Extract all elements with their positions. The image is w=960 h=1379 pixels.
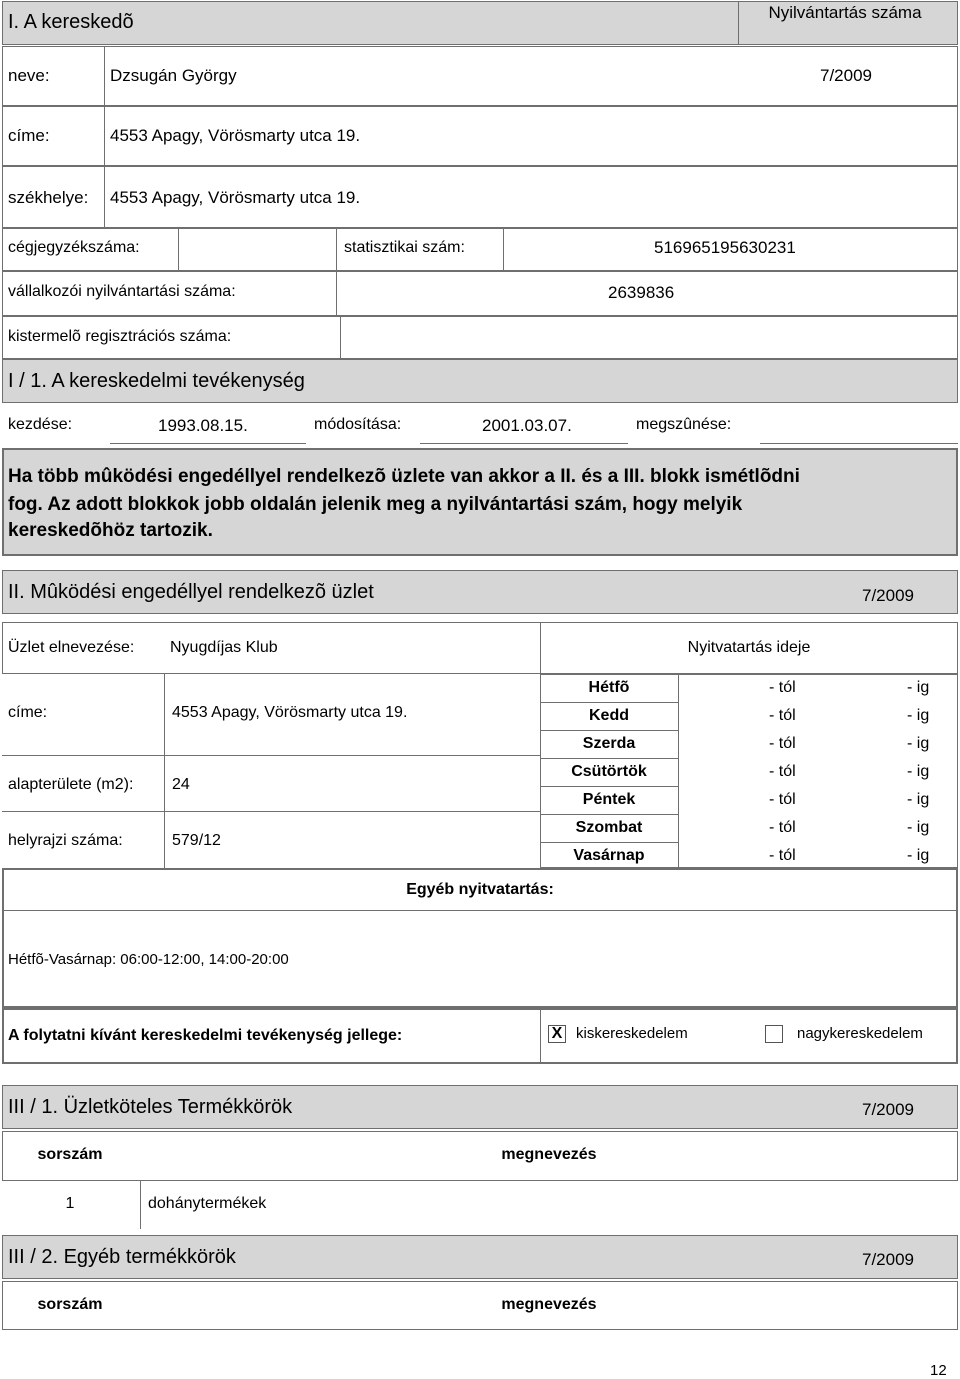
- note-line-2: fog. Az adott blokkok jobb oldalán jelenik meg a nyilvántartási szám, hogy melyik: [8, 494, 743, 515]
- retail-checkbox[interactable]: X: [548, 1025, 566, 1043]
- day-from: - tól: [769, 847, 796, 864]
- lot-label: helyrajzi száma:: [8, 832, 123, 849]
- entrepreneur-value: 2639836: [608, 283, 675, 302]
- section-3-1-reg-number: 7/2009: [862, 1100, 914, 1119]
- shop-name-label: Üzlet elnevezése:: [8, 639, 135, 656]
- seat-label: székhelye:: [8, 188, 89, 207]
- section-1-1-title: I / 1. A kereskedelmi tevékenység: [8, 370, 305, 392]
- product-name: dohánytermékek: [148, 1195, 267, 1212]
- stat-value: 516965195630231: [654, 238, 796, 257]
- address-label: címe:: [8, 126, 50, 145]
- day-from: - tól: [769, 763, 796, 780]
- day-name: Szerda: [582, 735, 636, 752]
- seat-value: 4553 Apagy, Vörösmarty utca 19.: [110, 188, 361, 207]
- producer-label: kistermelõ regisztrációs száma:: [8, 328, 232, 345]
- start-label: kezdése:: [8, 416, 73, 433]
- day-from: - tól: [769, 707, 796, 724]
- page-number: 12: [930, 1362, 947, 1379]
- section-2-title: II. Mûködési engedéllyel rendelkezõ üzlet: [8, 581, 374, 603]
- modified-value: 2001.03.07.: [482, 416, 572, 435]
- day-to: - ig: [907, 707, 930, 724]
- shop-address-value: 4553 Apagy, Vörösmarty utca 19.: [172, 704, 408, 721]
- activity-label: A folytatni kívánt kereskedelmi tevékenység jellege:: [8, 1027, 403, 1044]
- company-reg-row: [2, 228, 958, 271]
- section-3-2-reg-number: 7/2009: [862, 1250, 914, 1269]
- address-value: 4553 Apagy, Vörösmarty utca 19.: [110, 126, 361, 145]
- day-to: - ig: [907, 847, 930, 864]
- wholesale-checkbox[interactable]: [765, 1025, 783, 1043]
- wholesale-label: nagykereskedelem: [797, 1025, 923, 1042]
- name-label: neve:: [8, 66, 50, 85]
- entrepreneur-label: vállalkozói nyilvántartási száma:: [8, 283, 236, 300]
- other-hours-label: Egyéb nyitvatartás:: [406, 881, 554, 898]
- area-label: alapterülete (m2):: [8, 776, 134, 793]
- day-from: - tól: [769, 735, 796, 752]
- company-reg-label: cégjegyzékszáma:: [8, 239, 140, 256]
- col-number-header-2: sorszám: [37, 1296, 103, 1313]
- note-line-3: kereskedõhöz tartozik.: [8, 520, 213, 541]
- other-hours-value: Hétfõ-Vasárnap: 06:00-12:00, 14:00-20:00: [8, 951, 289, 968]
- day-to: - ig: [907, 791, 930, 808]
- day-name: Péntek: [582, 791, 636, 808]
- day-from: - tól: [769, 679, 796, 696]
- note-line-1: Ha több mûködési engedéllyel rendelkezõ üzlete van akkor a II. és a III. blokk ismétlõdni: [8, 466, 800, 487]
- day-name: Kedd: [589, 707, 629, 724]
- day-from: - tól: [769, 819, 796, 836]
- section-3-1-title: III / 1. Üzletköteles Termékkörök: [8, 1096, 293, 1118]
- start-value: 1993.08.15.: [158, 416, 248, 435]
- reg-divider: [738, 1, 739, 45]
- col-name-header: megnevezés: [501, 1146, 597, 1163]
- end-label: megszûnése:: [636, 416, 732, 433]
- day-to: - ig: [907, 819, 930, 836]
- registry-number-label: Nyilvántartás száma: [768, 3, 922, 22]
- day-from: - tól: [769, 791, 796, 808]
- registry-number: 7/2009: [820, 66, 872, 85]
- day-name: Csütörtök: [571, 763, 647, 780]
- lot-value: 579/12: [172, 832, 221, 849]
- day-to: - ig: [907, 763, 930, 780]
- section-3-2-title: III / 2. Egyéb termékkörök: [8, 1246, 236, 1268]
- section-1-title: I. A kereskedõ: [8, 11, 134, 33]
- day-to: - ig: [907, 735, 930, 752]
- stat-label: statisztikai szám:: [344, 239, 465, 256]
- section-2-reg-number: 7/2009: [862, 586, 914, 605]
- product-number: 1: [65, 1195, 75, 1212]
- day-to: - ig: [907, 679, 930, 696]
- day-name: Szombat: [575, 819, 643, 836]
- opening-hours-label: Nyitvatartás ideje: [687, 639, 811, 656]
- day-name: Vasárnap: [573, 847, 645, 864]
- name-value: Dzsugán György: [110, 66, 237, 85]
- col-number-header: sorszám: [37, 1146, 103, 1163]
- shop-name-value: Nyugdíjas Klub: [170, 639, 278, 656]
- shop-address-label: címe:: [8, 704, 48, 721]
- day-name: Hétfõ: [588, 679, 630, 696]
- modified-label: módosítása:: [314, 416, 402, 433]
- col-name-header-2: megnevezés: [501, 1296, 597, 1313]
- retail-label: kiskereskedelem: [576, 1025, 688, 1042]
- area-value: 24: [172, 776, 190, 793]
